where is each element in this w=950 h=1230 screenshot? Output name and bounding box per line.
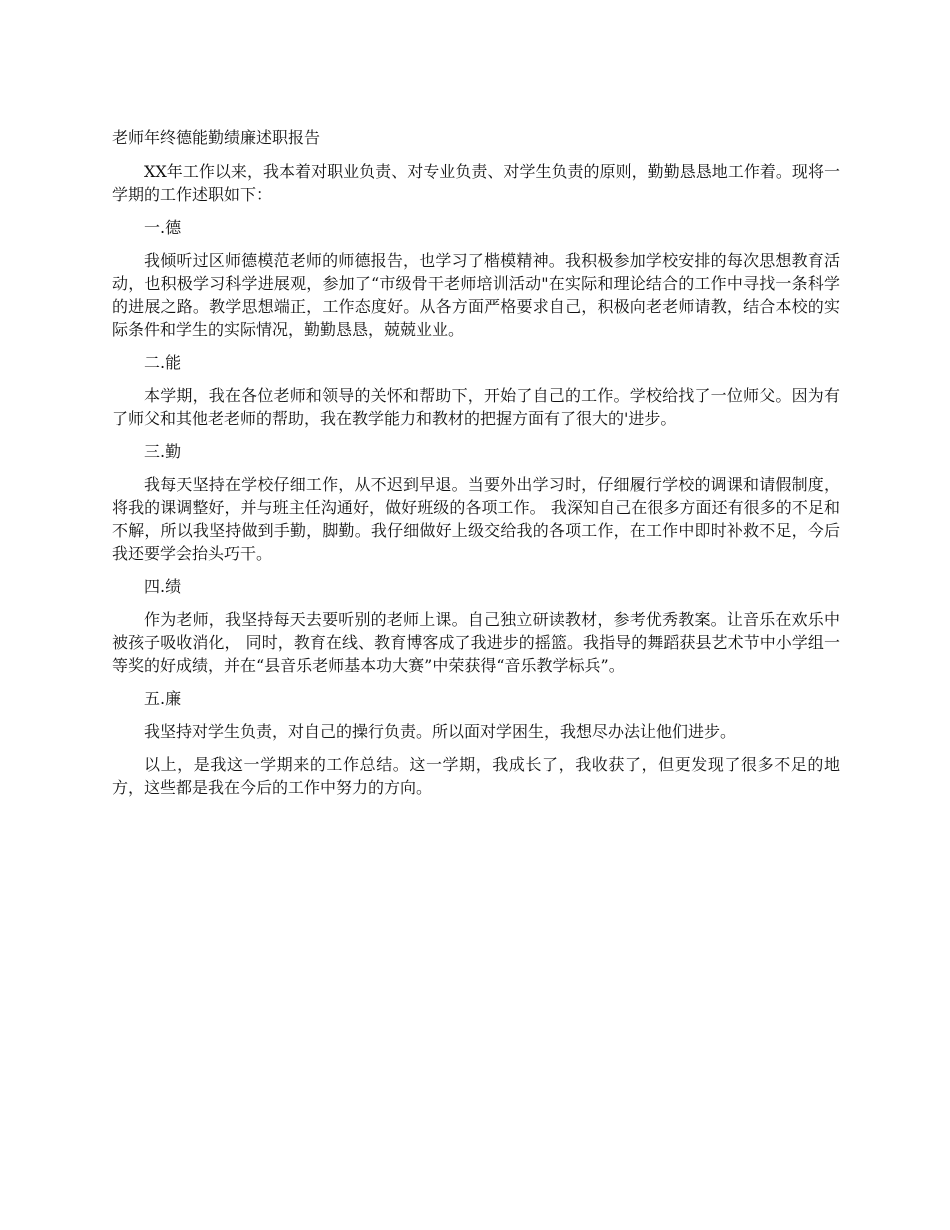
document-page (112, 126, 840, 809)
section-body-ji: 作为老师，我坚持每天去要听别的老师上课。自己独立研读教材，参考优秀教案。让音乐在欢乐中被孩子吸收消化， 同时，教育在线、教育博客成了我进步的摇篮。我指导的舞蹈获县艺术节中小学组一等奖的好成绩，并在“县音乐老师基本功大赛”中荣获得“音乐教学标兵”。 (112, 610, 840, 675)
document-title: 老师年终德能勤绩廉述职报告 (112, 128, 321, 147)
section-body-de: 我倾听过区师德模范老师的师德报告，也学习了楷模精神。我积极参加学校安排的每次思想教育活动，也积极学习科学进展观，参加了“市级骨干老师培训活动"在实际和理论结合的工作中寻找一条科学的进展之路。教学思想端正，工作态度好。从各方面严格要求自己，积极向老老师请教，结合本校的实际条件和学生的实际情况，勤勤恳恳，兢兢业业。 (112, 251, 840, 339)
section-heading-ji: 四.绩 (144, 577, 182, 596)
section-heading-lian: 五.廉 (144, 689, 182, 708)
section-heading-qin: 三.勤 (144, 442, 182, 461)
section-body-lian: 我坚持对学生负责，对自己的操行负责。所以面对学困生，我想尽办法让他们进步。 (144, 722, 737, 741)
section-body-qin: 我每天坚持在学校仔细工作，从不迟到早退。当要外出学习时，仔细履行学校的调课和请假制度，将我的课调整好，并与班主任沟通好，做好班级的各项工作。 我深知自己在很多方面还有很多的不足和不解，所以我坚持做到手勤，脚勤。我仔细做好上级交给我的各项工作，在工作中即时补救不足，今后我还要学会抬头巧干。 (112, 475, 840, 563)
section-heading-neng: 二.能 (144, 353, 182, 372)
section-body-neng: 本学期，我在各位老师和领导的关怀和帮助下，开始了自己的工作。学校给找了一位师父。因为有了师父和其他老老师的帮助，我在教学能力和教材的把握方面有了很大的'进步。 (112, 386, 840, 428)
section-heading-de: 一.德 (144, 218, 182, 237)
closing-paragraph: 以上，是我这一学期来的工作总结。这一学期，我成长了，我收获了，但更发现了很多不足的地方，这些都是我在今后的工作中努力的方向。 (112, 755, 840, 797)
intro-paragraph: XX年工作以来，我本着对职业负责、对专业负责、对学生负责的原则，勤勤恳恳地工作着。现将一学期的工作述职如下： (112, 162, 840, 204)
